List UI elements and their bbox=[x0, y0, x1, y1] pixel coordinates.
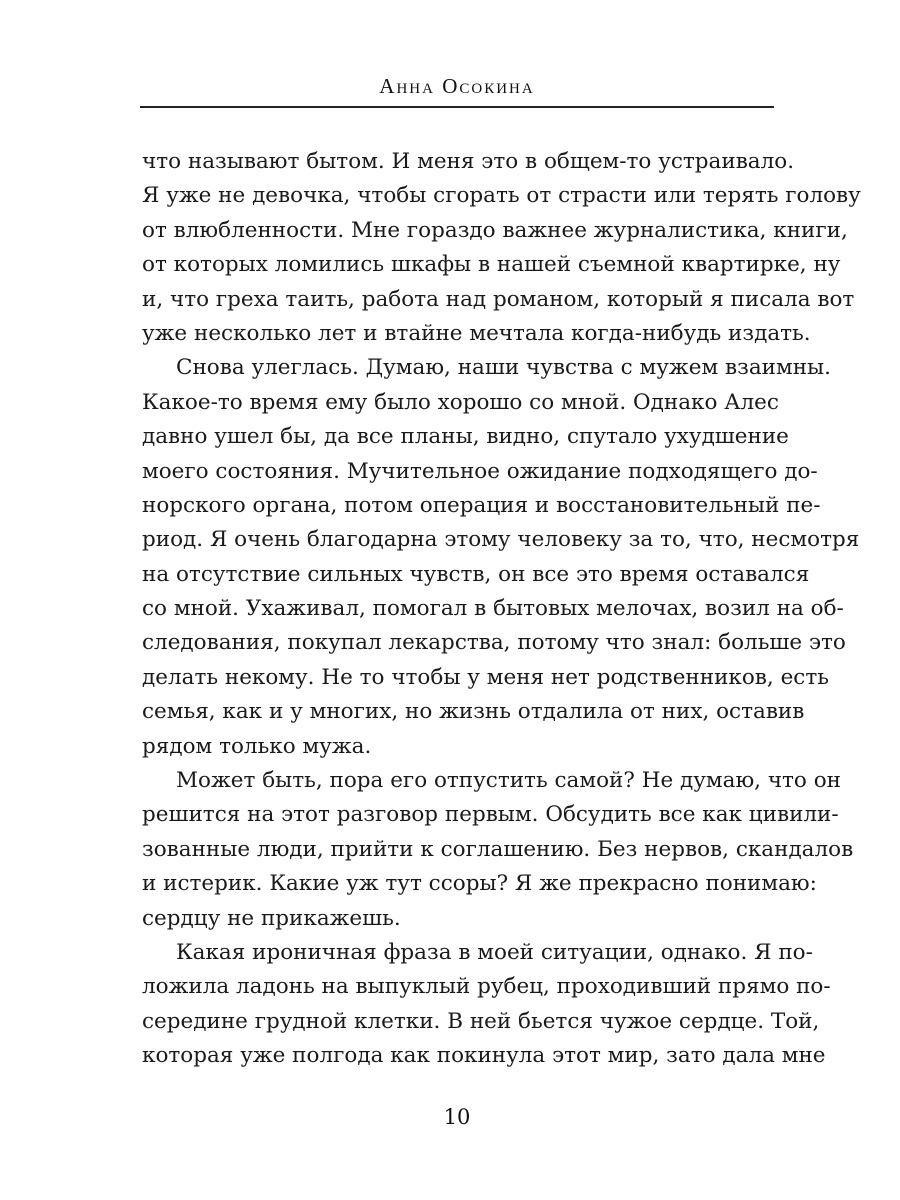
text-line: и истерик. Какие уж тут ссоры? Я же прекрасно понимаю: bbox=[142, 871, 817, 897]
text-line: Какая ироничная фраза в моей ситуации, однако. Я по- bbox=[176, 939, 813, 965]
text-line: следования, покупал лекарства, потому что знал: больше это bbox=[142, 630, 846, 656]
running-head-author: Анна Осокина bbox=[379, 74, 535, 98]
header-rule bbox=[140, 106, 774, 108]
text-line: Я уже не девочка, чтобы сгорать от страсти или терять голову bbox=[142, 183, 861, 209]
text-line: со мной. Ухаживал, помогал в бытовых мелочах, возил на об- bbox=[142, 596, 844, 622]
text-line: зованные люди, прийти к соглашению. Без нервов, скандалов bbox=[142, 836, 854, 862]
text-line: Какое-то время ему было хорошо со мной. Однако Алес bbox=[142, 389, 779, 415]
text-line: от которых ломились шкафы в нашей съемной квартирке, ну bbox=[142, 252, 841, 278]
text-line: середине грудной клетки. В ней бьется чужое сердце. Той, bbox=[142, 1008, 820, 1034]
text-line: на отсутствие сильных чувств, он все это время оставался bbox=[142, 561, 810, 587]
page-number: 10 bbox=[443, 1105, 471, 1129]
text-line: рядом только мужа. bbox=[142, 733, 372, 759]
text-line: ложила ладонь на выпуклый рубец, проходивший прямо по- bbox=[142, 974, 831, 1000]
text-line: и, что греха таить, работа над романом, который я писала вот bbox=[142, 286, 855, 312]
text-line: которая уже полгода как покинула этот мир, зато дала мне bbox=[142, 1043, 826, 1069]
text-line: сердцу не прикажешь. bbox=[142, 905, 401, 931]
text-line: риод. Я очень благодарна этому человеку за то, что, несмотря bbox=[142, 527, 860, 553]
page-body bbox=[142, 145, 861, 1074]
text-line: делать некому. Не то чтобы у меня нет родственников, есть bbox=[142, 664, 829, 690]
text-line: Снова улеглась. Думаю, наши чувства с мужем взаимны. bbox=[176, 355, 831, 381]
text-line: от влюбленности. Мне гораздо важнее журналистика, книги, bbox=[142, 217, 848, 243]
text-line: Может быть, пора его отпустить самой? Не думаю, что он bbox=[176, 768, 841, 794]
text-line: решится на этот разговор первым. Обсудить все как цивили- bbox=[142, 802, 839, 828]
text-line: давно ушел бы, да все планы, видно, спутало ухудшение bbox=[142, 424, 789, 450]
text-line: семья, как и у многих, но жизнь отдалила от них, оставив bbox=[142, 699, 805, 725]
text-line: норского органа, потом операция и восстановительный пе- bbox=[142, 492, 821, 518]
text-line: уже несколько лет и втайне мечтала когда-нибудь издать. bbox=[142, 320, 811, 346]
text-line: моего состояния. Мучительное ожидание подходящего до- bbox=[142, 458, 818, 484]
text-line: что называют бытом. И меня это в общем-то устраивало. bbox=[142, 149, 795, 174]
